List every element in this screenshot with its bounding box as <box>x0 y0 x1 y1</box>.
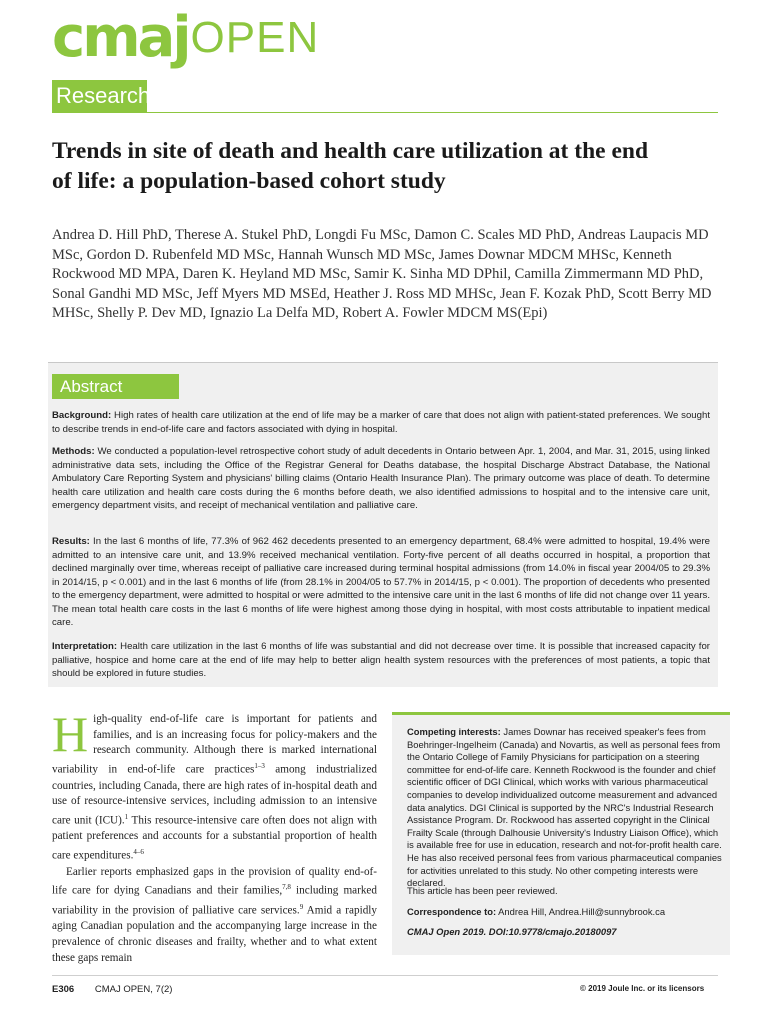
logo-cmaj: cmaj <box>52 5 189 70</box>
page-number: E306 <box>52 984 75 995</box>
ref-citation: 4–6 <box>133 848 144 857</box>
abstract-background <box>52 409 710 436</box>
citation-doi: CMAJ Open 2019. DOI:10.9778/cmajo.20180097 <box>407 926 617 937</box>
abstract-results <box>52 535 710 630</box>
footer-rule <box>52 975 718 976</box>
section-label <box>52 80 151 112</box>
ref-citation: 9 <box>299 902 304 911</box>
abstract-interpretation <box>52 640 710 681</box>
body-column <box>52 706 378 966</box>
competing-label: Competing interests: <box>407 726 501 737</box>
correspondence <box>407 906 722 919</box>
correspondence-label: Correspondence to: <box>407 906 497 917</box>
results-text: In the last 6 months of life, 77.3% of 962 462 decedents presented to an emergency department, 68.4% were admitted to hospital, 19.4% were admitted to an intensive care unit, and 13.9% received mechanical ventilation. Forty-five percent of all deaths occurred in hospital, a proportion that declined marginally over time, whereas receipt of palliative care increased during terminal hospital admissions (from 14.0% in fiscal year 2004/05 to 29.3% in 2014/15, p < 0.001) and in the last 6 months of life (from 28.1% in 2004/05 to 57.7% in 2014/15, p < 0.001). The proportion of decedents who presented to the emergency department, were admitted to hospital or were admitted to the intensive care unit in the last 6 months of life did not change over 11 years. The mean total health care costs in the last 6 months of life were highest among those dying in hospital, with most costs attributable to inpatient medical care. <box>52 536 711 628</box>
author-list: Andrea D. Hill PhD, Therese A. Stukel PhD, Longdi Fu MSc, Damon C. Scales MD PhD, Andreas Laupacis MD MSc, Gordon D. Rubenfeld MD MSc, Hannah Wunsch MD MSc, James Downar MDCM MHSc, Kenneth Rockwood MD MPA, Daren K. Heyland MD MSc, Samir K. Sinha MD DPhil, Camilla Zimmermann MD PhD, Sonal Gandhi MD MSc, Jeff Myers MD MSEd, Heather J. Ross MD MHSc, Jean F. Kozak PhD, Scott Berry MD MHSc, Shelly P. Dev MD, Ignazio La Delfa MD, Robert A. Fowler MDCM MS(Epi) <box>52 227 712 322</box>
journal-logo <box>52 5 320 74</box>
body-paragraph-1: High-quality end-of-life care is important for patients and families, and is an increasing focus for policy-makers and the research community. Although there is marked international variability in end-of-life care practices$^{1-3}$ among industrialized countries, including Canada, there are high rates of in-hospital death and use of resource-intensive services, including admission to an intensive care unit (ICU).$^1$ This resource-intensive care often does not align with patient preferences and accounts for a substantial proportion of health care expenditures.$^{4-6}$ <box>52 706 378 862</box>
competing-interests <box>407 726 722 890</box>
interpretation-text: Health care utilization in the last 6 months of life was substantial and did not decrease over time. It is possible that increased capacity for palliative, hospice and home care at the end of life may help to better align health system resources with the preferences of most patients, a topic that should be explored in future studies. <box>52 641 710 679</box>
journal-issue: CMAJ OPEN, 7(2) <box>94 984 173 995</box>
section-label-text: Research <box>56 83 151 108</box>
results-label: Results: <box>52 536 90 547</box>
footer-left <box>52 984 172 995</box>
ref-citation: 1–3 <box>254 762 265 771</box>
methods-label: Methods: <box>52 446 95 457</box>
body-paragraph-2: Earlier reports emphasized gaps in the provision of quality end-of-life care for dying Canadians and their families,$^{7,8}$ including marked variability in the provision of palliative care services.$^9$ Amid a rapidly aging Canadian population and the accompanying large increase in the prevalence of chronic diseases and frailty, whether and to what extent these gaps remain <box>52 865 377 964</box>
header-rule <box>52 112 718 113</box>
ref-citation: 7,8 <box>282 883 291 892</box>
correspondence-email[interactable]: Andrea Hill, Andrea.Hill@sunnybrook.ca <box>498 906 666 917</box>
abstract-methods <box>52 445 710 513</box>
background-text: High rates of health care utilization at the end of life may be a marker of care that does not align with patient-stated preferences. We sought to describe trends in end-of-life care and factors associated with dying in hospital. <box>52 410 710 435</box>
abstract-heading-text: Abstract <box>60 377 123 396</box>
ref-citation: 1 <box>124 812 129 821</box>
logo-open: OPEN <box>190 13 320 62</box>
copyright: © 2019 Joule Inc. or its licensors <box>580 984 705 993</box>
peer-review-note: This article has been peer reviewed. <box>407 885 558 896</box>
article-title: Trends in site of death and health care utilization at the end of life: a population-based cohort study <box>52 138 649 194</box>
background-label: Background: <box>52 410 112 421</box>
methods-text: We conducted a population-level retrospective cohort study of adult decedents in Ontario between Apr. 1, 2004, and Mar. 31, 2015, using linked administrative data sets, including the Office of the Registrar General for Deaths database, the hospital Discharge Abstract Database, the National Ambulatory Care Reporting System and physicians' billing claims (Ontario Health Insurance Plan). The primary outcome was place of death. To determine health care utilization and health care costs during the 6 months before death, we also identified admissions to hospital and to the intensive care unit, emergency department visits, and receipt of mechanical ventilation and palliative care. <box>52 446 710 511</box>
drop-cap: H <box>52 706 89 762</box>
interpretation-label: Interpretation: <box>52 641 118 652</box>
competing-text: James Downar has received speaker's fees from Boehringer-Ingelheim (Canada) and Novartis, as well as personal fees from the Ontario College of Family Physicians for participation on a steering committee for end-of-life care. Kenneth Rockwood is the founder and chief scientific officer of DGI Clinical, which works with various pharmaceutical companies to develop individualized outcome measurement and advanced data analytics. DGI Clinical is supported by the NRC's Industrial Research Assistance Program. Dr. Rockwood has asserted copyright in the Clinical Frailty Scale (through Dalhousie University's Industry Liaison Office), which is available free for use in education, research and not-for-profit health care. He has also received personal fees from various pharmaceutical companies for activities unrelated to this study. No other competing interests were declared. <box>407 726 722 889</box>
abstract-heading <box>52 374 179 399</box>
